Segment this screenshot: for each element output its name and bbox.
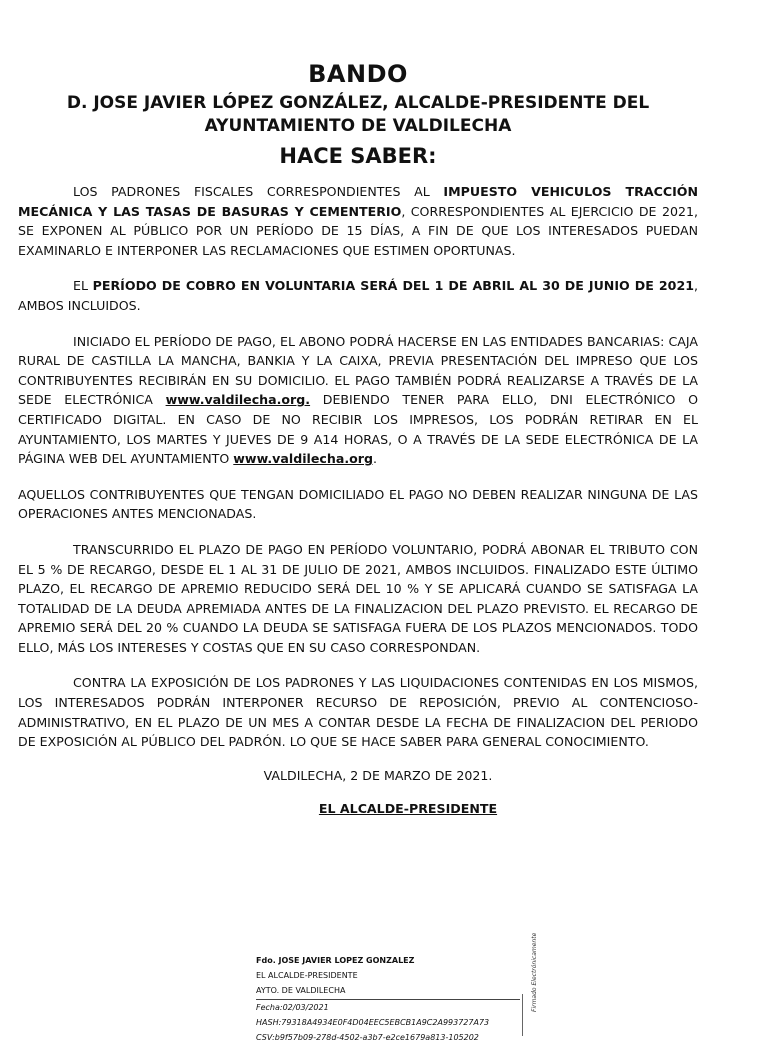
sede-link-1[interactable]: www.valdilecha.org. xyxy=(165,392,311,408)
document-title: BANDO xyxy=(308,60,408,88)
electronic-signature-block xyxy=(256,953,526,1045)
p1-text-a: LOS PADRONES FISCALES CORRESPONDIENTES AL xyxy=(73,184,444,199)
signature-csv: CSV:b9f57b09-278d-4502-a3b7-e2ce1679a813-105202 xyxy=(256,1033,479,1043)
issuer-heading: D. JOSE JAVIER LÓPEZ GONZÁLEZ, ALCALDE-PRESIDENTE DEL AYUNTAMIENTO DE VALDILECHA xyxy=(66,93,650,136)
p2-text-a: EL xyxy=(73,278,93,294)
paragraph-padrones xyxy=(18,182,698,260)
signer-name: Fdo. JOSE JAVIER LOPEZ GONZALEZ xyxy=(256,956,415,965)
p3-text-c: . xyxy=(372,451,377,467)
p3-text-b: DEBIENDO TENER PARA ELLO, DNI ELECTRÓNICO O CERTIFICADO DIGITAL. EN CASO DE NO RECIBIR LOS IMPRESOS, LOS PODRÁN RETIRAR EN EL AYUNTAMIENTO, LOS MARTES Y JUEVES DE 9 A14 HORAS, O A TRAVÉS DE LA SEDE ELECTRÓNICA DE LA PÁGINA WEB DEL AYUNTAMIENTO xyxy=(18,392,698,467)
p2-text-c: , AMBOS INCLUIDOS. xyxy=(18,278,698,313)
paragraph-periodo-cobro xyxy=(18,276,698,315)
sede-link-2[interactable]: www.valdilecha.org xyxy=(233,451,373,467)
p2-bold: PERÍODO DE COBRO EN VOLUNTARIA SERÁ DEL 1 DE ABRIL AL 30 DE JUNIO DE 2021 xyxy=(92,278,694,294)
electronic-signature-stamp: Firmado Electrónicamente xyxy=(531,932,538,1012)
signature-date: Fecha:02/03/2021 xyxy=(256,1002,329,1012)
signature-divider xyxy=(522,994,523,1036)
signer-role: EL ALCALDE-PRESIDENTE xyxy=(256,971,358,981)
signature-hash: HASH:79318A4934E0F4D04EEC5EBCB1A9C2A993727A73 xyxy=(256,1017,490,1027)
paragraph-domiciliado: AQUELLOS CONTRIBUYENTES QUE TENGAN DOMICILIADO EL PAGO NO DEBEN REALIZAR NINGUNA DE LAS OPERACIONES ANTES MENCIONADAS. xyxy=(18,486,698,522)
signature-title: EL ALCALDE-PRESIDENTE xyxy=(318,800,498,816)
place-date: VALDILECHA, 2 DE MARZO DE 2021. xyxy=(263,767,493,783)
paragraph-recurso: CONTRA LA EXPOSICIÓN DE LOS PADRONES Y LAS LIQUIDACIONES CONTENIDAS EN LOS MISMOS, LOS INTERESADOS PODRÁN INTERPONER RECURSO DE REPOSICIÓN, PREVIO AL CONTENCIOSO-ADMINISTRATIVO, EN EL PLAZO DE UN MES A CONTAR DESDE LA FECHA DE FINALIZACION DEL PERIODO DE EXPOSICIÓN AL PÚBLICO DEL PADRÓN. LO QUE SE HACE SABER PARA GENERAL CONOCIMIENTO. xyxy=(18,675,698,750)
document-body xyxy=(18,60,698,828)
paragraph-pago xyxy=(18,332,698,469)
p1-text-c: , CORRESPONDIENTES AL EJERCICIO DE 2021, SE EXPONEN AL PÚBLICO POR UN PERÍODO DE 15 DÍAS, A FIN DE QUE LOS INTERESADOS PUEDAN EXAMINARLO E INTERPONER LAS RECLAMACIONES QUE ESTIMEN OPORTUNAS. xyxy=(18,203,698,258)
p1-bold: IMPUESTO VEHICULOS TRACCIÓN MECÁNICA Y LAS TASAS DE BASURAS Y CEMENTERIO xyxy=(18,184,699,219)
p3-text-a: INICIADO EL PERÍODO DE PAGO, EL ABONO PODRÁ HACERSE EN LAS ENTIDADES BANCARIAS: CAJA RURAL DE CASTILLA LA MANCHA, BANKIA Y LA CAIXA, PREVIA PRESENTACIÓN DEL IMPRESO QUE LOS CONTRIBUYENTES RECIBIRÁN EN SU DOMICILIO. EL PAGO TAMBIÉN PODRÁ REALIZARSE A TRAVÉS DE LA SEDE ELECTRÓNICA xyxy=(18,333,698,408)
hace-saber-heading: HACE SABER: xyxy=(279,144,437,168)
paragraph-recargo: TRANSCURRIDO EL PLAZO DE PAGO EN PERÍODO VOLUNTARIO, PODRÁ ABONAR EL TRIBUTO CON EL 5 % DE RECARGO, DESDE EL 1 AL 31 DE JULIO DE 2021, AMBOS INCLUIDOS. FINALIZADO ESTE ÚLTIMO PLAZO, EL RECARGO DE APREMIO REDUCIDO SERÁ DEL 10 % Y SE APLICARÁ CUANDO SE SATISFAGA LA TOTALIDAD DE LA DEUDA APREMIADA ANTES DE LA FINALIZACION DEL PLAZO PREVISTO. EL RECARGO DE APREMIO SERÁ DEL 20 % CUANDO LA DEUDA SE SATISFAGA FUERA DE LOS PLAZOS MENCIONADOS. TODO ELLO, MÁS LOS INTERESES Y COSTAS QUE EN SU CASO CORRESPONDAN. xyxy=(18,541,698,655)
signer-org: AYTO. DE VALDILECHA xyxy=(256,983,520,999)
